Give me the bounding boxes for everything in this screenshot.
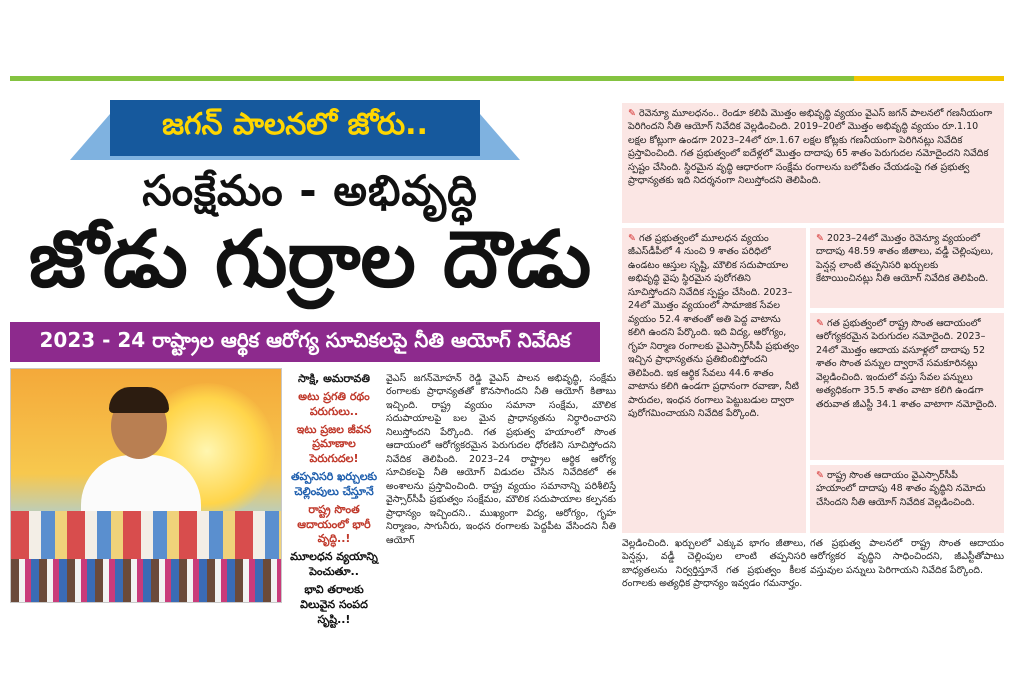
bottom-text-2: గత ప్రభుత్వ పాలనలో రాష్ట్ర సొంత ఆదాయం ఆరోగ్యకర వృద్ధిని సాధించిందని, జీఎస్టీతోపాటు వస్తువుల పన్నులు పెరిగాయని నివేదిక పేర్కొంది.	[810, 538, 1004, 576]
info-box-4	[810, 313, 1004, 460]
highlights-sidebar	[286, 372, 382, 631]
info-box-5-text: రాష్ట్ర సొంత ఆదాయం వైఎస్సార్‌సీపీ హయాంలో దాదాపు 48 శాతం వృద్ధిని నమోదు చేసిందని నీతి ఆయోగ్ నివేదిక వెల్లడించింది.	[816, 470, 986, 508]
top-divider	[10, 76, 1004, 81]
bottom-text-1: వెల్లడించింది. ఖర్చులలో ఎక్కువ భాగం జీతాలు, పెన్షన్లు, వడ్డీ చెల్లింపుల లాంటి తప్పనిసరి బాధ్యతలను నిర్వర్తిస్తూనే గత ప్రభుత్వం కీలక రంగాలకు అత్యధిక ప్రాధాన్యం ఇవ్వడం గమనార్హం.	[622, 538, 806, 590]
lead-photo	[10, 368, 282, 603]
pen-bullet-icon: ✎	[816, 470, 824, 481]
pen-bullet-icon: ✎	[628, 233, 636, 244]
subheadline-ribbon: 2023 - 24 రాష్ట్రాల ఆర్థిక ఆరోగ్య సూచికలపై నీతి ఆయోగ్ నివేదిక	[10, 322, 600, 362]
highlight-6: భావి తరాలకు విలువైన సంపద సృష్టి..!	[300, 582, 368, 626]
banner-wing-left	[70, 114, 110, 160]
info-box-2	[622, 228, 806, 533]
highlight-2: ఇటు ప్రజల జీవన ప్రమాణాల పెరుగుదల!	[296, 422, 372, 466]
headline-line2: జోడు గుర్రాల దౌడు	[28, 215, 592, 305]
info-box-1	[622, 103, 1004, 223]
top-divider-green	[10, 76, 854, 81]
info-box-4-text: గత ప్రభుత్వంలో రాష్ట్ర సొంత ఆదాయంలో ఆరోగ్యకరమైన పెరుగుదల నమోదైంది. 2023–24లో మొత్తం ఆదాయ వసూళ్లలో దాదాపు 52 శాతం సొంత పన్నుల ద్వారానే సమకూరినట్లు వెల్లడించింది. ఇందులో వస్తు సేవల పన్నులు అత్యధికంగా 35.5 శాతం వాటా కలిగి ఉండగా తరువాత జీఎస్టీ 34.1 శాతం వాటాగా నమోదైంది.	[816, 318, 997, 410]
top-divider-yellow	[854, 76, 1004, 81]
highlight-4: రాష్ట్ర సొంత ఆదాయంలో భారీ వృద్ధి..!	[297, 502, 371, 546]
banner-wing-right	[480, 114, 520, 160]
info-box-3-text: 2023–24లో మొత్తం రెవెన్యూ వ్యయంలో దాదాపు 48.59 శాతం జీతాలు, వడ్డీ చెల్లింపులు, పెన్షన్ల లాంటి తప్పనిసరి ఖర్చులకు కేటాయించినట్లు నీతి ఆయోగ్ నివేదిక తెలిపింది.	[816, 233, 994, 285]
highlight-3: తప్పనిసరి ఖర్చులకు చెల్లింపులు చేస్తూనే	[290, 470, 378, 498]
highlight-5: మూలధన వ్యయాన్ని పెంచుతూ..	[290, 550, 378, 579]
info-box-2-text: గత ప్రభుత్వంలో మూలధన వ్యయం జీఎస్‌డీపీలో 4 నుంచి 9 శాతం పరిధిలో ఉండటం ఆస్తుల సృష్టి, మౌలిక సదుపాయాల అభివృద్ధి వైపు స్థిరమైన పురోగతిని సూచిస్తోందని నివేదిక స్పష్టం చేసింది. 2023–24లో మొత్తం వ్యయంలో సామాజిక సేవల వ్యయం 52.4 శాతంతో అతి పెద్ద వాటాను కలిగి ఉందని పేర్కొంది. ఇది విద్య, ఆరోగ్యం, గృహ నిర్మాణ రంగాలకు వైఎస్సార్‌సీపీ ప్రభుత్వం ఇచ్చిన ప్రాధాన్యతను ప్రతిబింబిస్తోందని తెలిపింది. ఇక ఆర్థిక సేవలు 44.6 శాతం వాటాను కలిగి ఉండగా ప్రధానంగా రవాణా, నీటి పారుదల, ఇంధన రంగాలు పెట్టుబడుల ద్వారా పురోగమించాయని నివేదిక పేర్కొంది.	[628, 233, 800, 420]
article-body: వైఎస్ జగన్‌మోహన్ రెడ్డి వైఎస్ పాలన అభివృద్ధి, సంక్షేమ రంగాలకు ప్రాధాన్యతతో కొనసాగిందని నీతి ఆయోగ్ కితాబు ఇచ్చింది. రాష్ట్ర వ్యయం సమానా సంక్షేమ, మౌలిక సదుపాయాలపై బల మైన ప్రాధాన్యతను నిర్ధారించారని నిలుస్తోందని పేర్కొంది. గత ప్రభుత్వ హయాంలో సొంత ఆదాయంలో ఆరోగ్యకరమైన పెరుగుదల ధోరణిని సూచిస్తోందని నివేదిక తెలిపింది. 2023–24 రాష్ట్రాల ఆర్థిక ఆరోగ్య సూచికలపై నీతి ఆయోగ్ విడుదల చేసిన నివేదికలో ఈ అంశాలను ప్రస్తావించింది. రాష్ట్ర వ్యయం సమానాన్ని పరిశీలిస్తే వైస్సార్‌సీపీ ప్రభుత్వం సంక్షేమం, మౌలిక సదుపాయాల కల్పనకు ప్రాధాన్యం ఇచ్చిందని.. ముఖ్యంగా విద్య, ఆరోగ్యం, గృహ నిర్మాణం, సాగునీరు, ఇంధన రంగాలకు పెద్దపీట వేసిందని నీతి ఆయోగ్	[386, 373, 616, 546]
pen-bullet-icon: ✎	[816, 318, 824, 329]
info-box-5	[810, 465, 1004, 533]
headline-line1: సంక్షేమం - అభివృద్ధి	[142, 166, 478, 215]
info-box-3	[810, 228, 1004, 308]
kicker-banner	[70, 100, 520, 160]
highlight-1: అటు ప్రగతి రథం పరుగులు..	[298, 389, 370, 418]
photo-buildings	[11, 511, 282, 561]
pen-bullet-icon: ✎	[628, 108, 636, 119]
kicker-text: జగన్ పాలనలో జోరు..	[110, 100, 480, 160]
photo-person-hair	[109, 387, 169, 413]
pen-bullet-icon: ✎	[816, 233, 824, 244]
info-box-1-text: రెవెన్యూ మూలధనం.. రెండూ కలిపి మొత్తం అభివృద్ధి వ్యయం వైఎస్ జగన్ పాలనలో గణనీయంగా పెరిగిందని నీతి ఆయోగ్ నివేదిక వెల్లడించింది. 2019–20లో మొత్తం అభివృద్ధి వ్యయం రూ.1.10 లక్షల కోట్లుగా ఉండగా 2023–24లో రూ.1.67 లక్షల కోట్లకు గణనీయంగా పెరిగినట్లు నివేదిక ప్రస్తావించింది. గత ప్రభుత్వంలో ఐదేళ్లలో మొత్తం దాదాపు 65 శాతం పెరుగుదల నమోదైందని నివేదిక స్పష్టం చేసింది. స్థిరమైన వృద్ధి ఆధారంగా సంక్షేమ రంగాలను బలోపేతం చేయడంపై గత ప్రభుత్వ ప్రాధాన్యతకు ఇది నిదర్శనంగా నిలుస్తోందని తెలిపింది.	[628, 108, 993, 187]
photo-crowd	[11, 559, 282, 603]
dateline: సాక్షి, అమరావతి	[298, 372, 370, 385]
